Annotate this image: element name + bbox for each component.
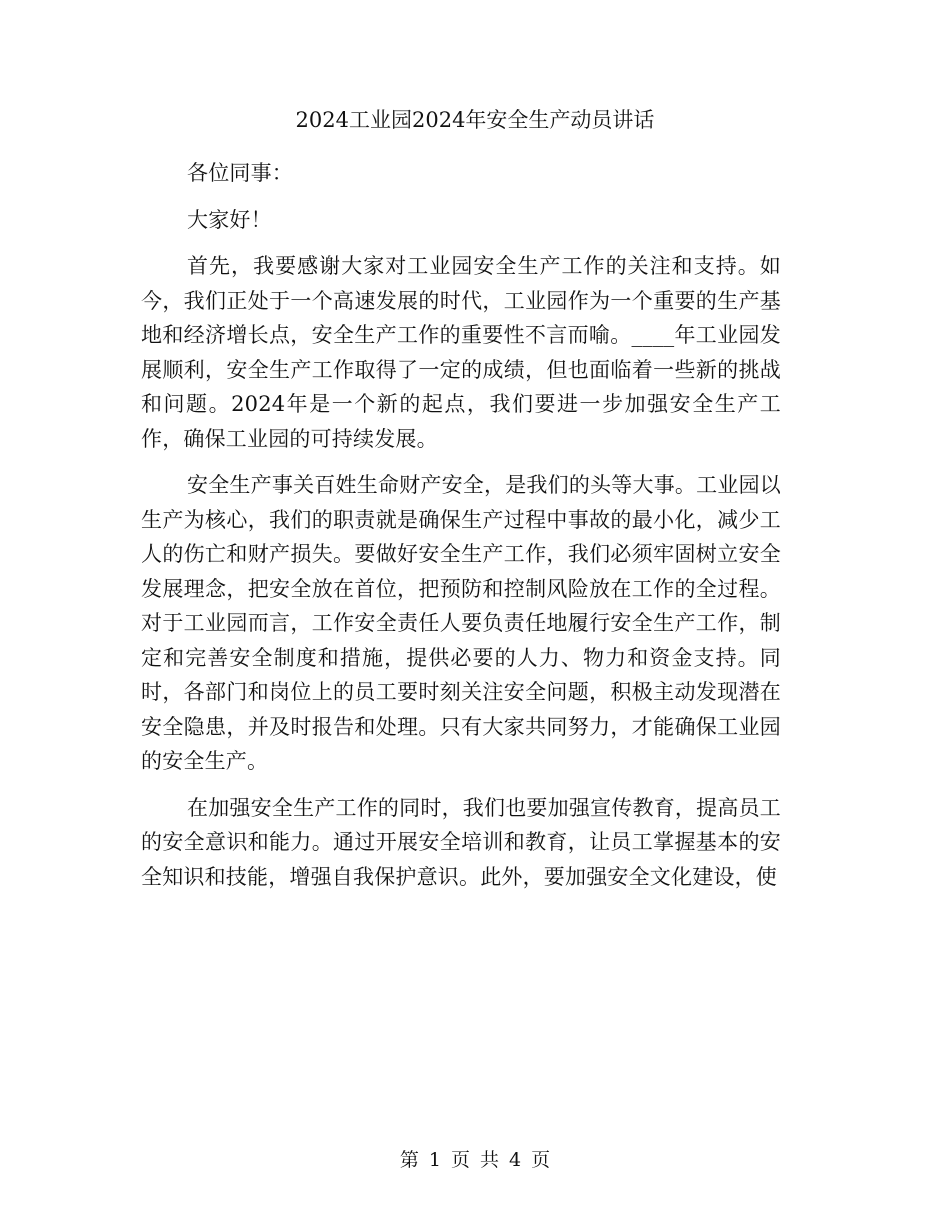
- salutation: 各位同事：: [187, 161, 293, 185]
- paragraph-3: 在加强安全生产工作的同时，我们也要加强宣传教育，提高员工的安全意识和能力。通过开展安全培训和教育，让员工掌握基本的安全知识和技能，增强自我保护意识。此外，要加强安全文化建设，使: [141, 795, 781, 889]
- paragraph-1: 首先，我要感谢大家对工业园安全生产工作的关注和支持。如今，我们正处于一个高速发展的时代，工业园作为一个重要的生产基地和经济增长点，安全生产工作的重要性不言而喻。____年工业园发展顺利，安全生产工作取得了一定的成绩，但也面临着一些新的挑战和问题。2024年是一个新的起点，我们要进一步加强安全生产工作，确保工业园的可持续发展。: [141, 254, 781, 451]
- document-title: 2024工业园2024年安全生产动员讲话: [295, 108, 655, 132]
- paragraph-2: 安全生产事关百姓生命财产安全，是我们的头等大事。工业园以生产为核心，我们的职责就是确保生产过程中事故的最小化，减少工人的伤亡和财产损失。要做好安全生产工作，我们必须牢固树立安全发展理念，把安全放在首位，把预防和控制风险放在工作的全过程。对于工业园而言，工作安全责任人要负责任地履行安全生产工作，制定和完善安全制度和措施，提供必要的人力、物力和资金支持。同时，各部门和岗位上的员工要时刻关注安全问题，积极主动发现潜在安全隐患，并及时报告和处理。只有大家共同努力，才能确保工业园的安全生产。: [141, 473, 781, 773]
- greeting: 大家好！: [187, 207, 272, 232]
- document-body: [141, 156, 781, 906]
- page-number-footer: 第 1 页 共 4 页: [399, 1149, 551, 1171]
